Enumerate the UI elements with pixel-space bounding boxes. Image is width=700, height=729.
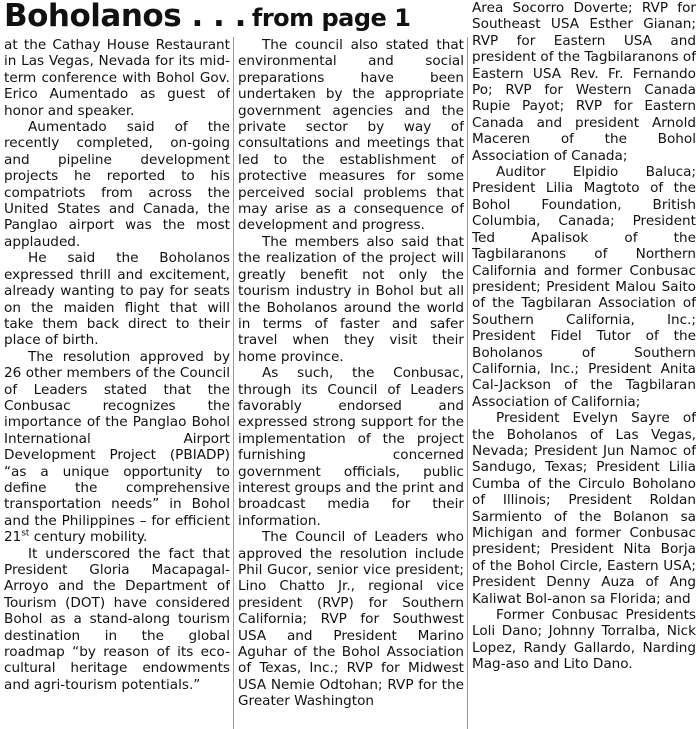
paragraph: As such, the Conbusac, through its Council of Leaders favorably endorsed and expressed strong support for the implementation of the project furnishing concerned government officials, public interest groups and the print and broadcast media for their information. bbox=[238, 365, 464, 529]
paragraph: Auditor Elpidio Baluca; President Lilia Magtoto of the Bohol Foundation, British Columbia, Canada; President Ted Apalisok of the Tagbilaranons of Northern California and former Conbusac president; President Malou Saito of the Tagbilaran Association of Southern California, Inc.; President Fidel Tutor of the Boholanos of Southern California, Inc.; President Anita Cal-Jackson of the Tagbilaran Association of California; bbox=[472, 164, 696, 410]
superscript: st bbox=[21, 528, 30, 539]
article-column-2 bbox=[238, 37, 464, 729]
paragraph-text: The resolution approved by 26 other members of the Council of Leaders stated that the Conbusac recognizes the importance of the Panglao Bohol International Airport Development Project (PBIADP) “as a unique opportunity to define the comprehensive transportation needs” in Bohol and the Philippines – for efficient 21 bbox=[4, 348, 230, 546]
paragraph: The council also stated that environmental and social preparations have been undertaken by the appropriate government agencies and the private sector by way of consultations and meetings that led to the establishment of protective measures for some perceived social problems that may arise as a consequence of development and progress. bbox=[238, 37, 464, 234]
article-column-1 bbox=[4, 37, 230, 729]
column-divider-2 bbox=[467, 37, 468, 729]
paragraph: It underscored the fact that President Gloria Macapagal-Arroyo and the Department of Tourism (DOT) have considered Bohol as a stand-along tourism destination in the global roadmap “by reason of its eco-cultural heritage endowments and agri-tourism potentials.” bbox=[4, 545, 230, 693]
paragraph: at the Cathay House Restaurant in Las Vegas, Nevada for its mid-term conference with Bohol Gov. Erico Aumentado as guest of honor and speaker. bbox=[4, 37, 230, 119]
column-divider-1 bbox=[233, 37, 234, 729]
paragraph: President Evelyn Sayre of the Boholanos of Las Vegas, Nevada; President Jun Namoc of Sandugo, Texas; President Lilia Cumba of the Circulo Boholano of Illinois; President Roldan Sarmiento of the Bolanon sa Michigan and former Conbusac president; President Nita Borja of the Bohol Circle, Eastern USA; President Denny Auza of Ang Kaliwat Bol-anon sa Florida; and bbox=[472, 410, 696, 607]
article-column-3 bbox=[472, 0, 696, 729]
headline-sub: from page 1 bbox=[251, 4, 411, 32]
paragraph: The Council of Leaders who approved the resolution include Phil Gucor, senior vice president; Lino Chatto Jr., regional vice president (RVP) for Southern California; RVP for Southwest USA and President Marino Aguhar of the Bohol Association of Texas, Inc.; RVP for Midwest USA Nemie Odtohan; RVP for the Greater Washington bbox=[238, 529, 464, 710]
paragraph-text: century mobility. bbox=[29, 529, 148, 546]
paragraph: The members also said that the realization of the project will greatly benefit not only the tourism industry in Bohol but all the Boholanos around the world in terms of faster and safer travel when they visit their home province. bbox=[238, 233, 464, 365]
paragraph: Area Socorro Doverte; RVP for Southeast USA Esther Gianan; RVP for Eastern USA and president of the Tagbilaranons of Eastern USA Rev. Fr. Fernando Po; RVP for Western Canada Rupie Payot; RVP for Eastern Canada and president Arnold Maceren of the Bohol Association of Canada; bbox=[472, 0, 696, 164]
paragraph: Aumentado said of the recently completed, on-going and pipeline development projects he reported to his compatriots from across the United States and Canada, the Panglao airport was the most applauded. bbox=[4, 119, 230, 250]
paragraph bbox=[4, 349, 230, 546]
paragraph: He said the Boholanos expressed thrill and excitement, already wanting to pay for seats on the maiden flight that will take them back direct to their place of birth. bbox=[4, 250, 230, 349]
headline-main: Boholanos . . . bbox=[4, 0, 246, 34]
paragraph: Former Conbusac Presidents Loli Dano; Johnny Torralba, Nick Lopez, Randy Gallardo, Narding Mag-aso and Lito Dano. bbox=[472, 607, 696, 673]
headline bbox=[4, 0, 474, 34]
